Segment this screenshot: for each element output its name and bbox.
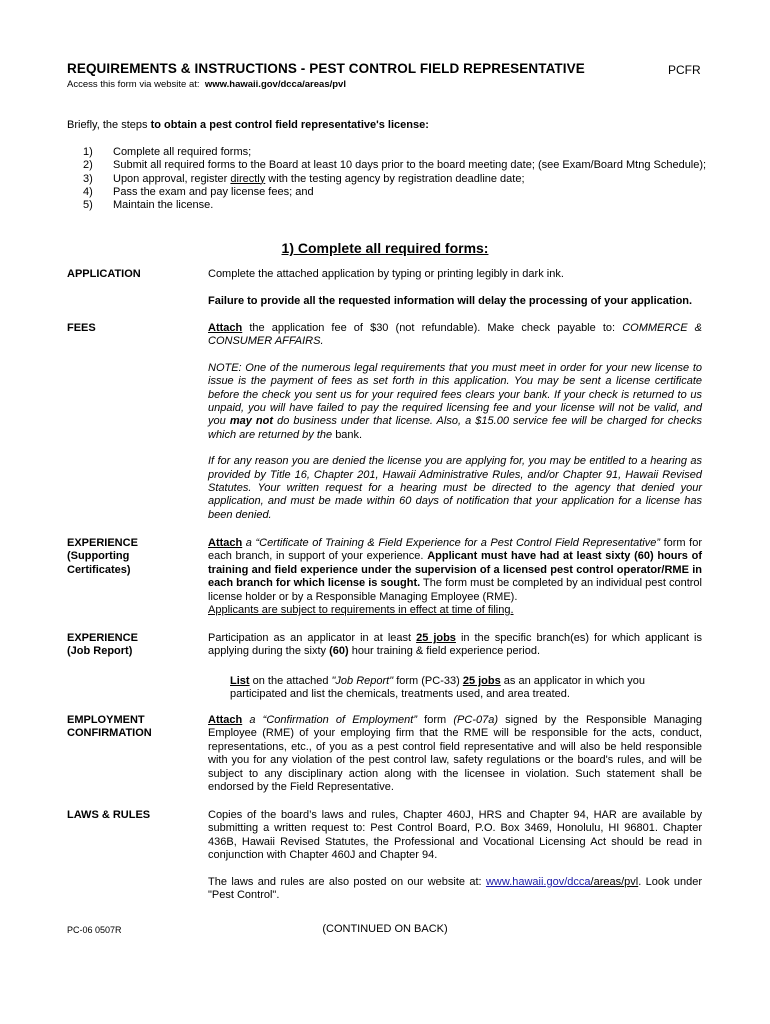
experience-job-label-1: EXPERIENCE xyxy=(67,632,138,644)
access-line xyxy=(67,79,346,90)
job-h: form (PC-33) xyxy=(393,675,463,687)
step-number: 4) xyxy=(83,185,93,198)
document-title: REQUIREMENTS & INSTRUCTIONS - PEST CONTROL FIELD REPRESENTATIVE xyxy=(67,61,585,76)
job-list-paragraph xyxy=(230,675,702,702)
fees-payee: COMMERCE & CONSUMER AFFAIRS. xyxy=(208,322,703,348)
experience-cert-requirement: Applicant must have had at least sixty (60) hours of training and field experience under the supervision of a licensed pest control operator/RME in each branch for which license is sought. xyxy=(208,550,702,590)
application-label: APPLICATION xyxy=(67,268,141,280)
employment-label xyxy=(67,714,152,741)
intro-line xyxy=(67,119,429,131)
employment-attach: Attach xyxy=(208,714,243,726)
step-text: Submit all required forms to the Board at least 10 days prior to the board meeting date; (see Exam/Board Mtng Schedule); xyxy=(113,159,707,172)
job-c: in the specific branch(es) for which applicant is applying during the sixty xyxy=(208,632,703,658)
list-item xyxy=(67,186,706,199)
experience-cert-label xyxy=(67,537,138,577)
employment-paragraph xyxy=(208,714,702,794)
intro-bold: to obtain a pest control field representative's license: xyxy=(150,119,429,131)
step-text: Maintain the license. xyxy=(113,199,214,212)
employment-text xyxy=(208,714,702,794)
laws-text xyxy=(208,809,702,902)
job-25-jobs: 25 jobs xyxy=(416,632,456,644)
laws-p2-a: The laws and rules are also posted on our website at: xyxy=(208,875,486,888)
step-number: 1) xyxy=(83,146,93,158)
experience-cert-label-3: Certificates) xyxy=(67,563,131,576)
experience-cert-attach: Attach xyxy=(208,537,243,549)
note-c: do business under that license. Also, a $15.00 service fee will be charged for checks which are returned by the xyxy=(208,415,702,441)
access-prefix: Access this form via website at: xyxy=(67,79,200,90)
employment-form: a “Confirmation of Employment” xyxy=(242,714,418,726)
experience-job-label-2: (Job Report) xyxy=(67,645,133,658)
experience-job-paragraph xyxy=(208,632,702,659)
footer-continued: (CONTINUED ON BACK) xyxy=(322,923,448,935)
experience-cert-form: a “Certificate of Training & Field Experience for a Pest Control Field Representative” xyxy=(242,537,661,549)
note-bank: bank. xyxy=(335,428,363,441)
section-heading: 1) Complete all required forms: xyxy=(281,240,489,256)
laws-website-path[interactable]: /areas/pvl xyxy=(590,875,639,888)
laws-website-link[interactable]: www.hawaii.gov/dcca xyxy=(485,875,591,888)
intro-prefix: Briefly, the steps xyxy=(67,119,151,131)
job-list-25: 25 jobs xyxy=(462,675,501,687)
laws-paragraph-1: Copies of the board’s laws and rules, Chapter 460J, HRS and Chapter 94, HAR are available by submitting a written request to: Pest Control Board, P.O. Box 3469, Honolulu, HI 96801. Chapter 436B, Hawaii Revised Statutes, the Professional and Vocational Licensing Act should be read in conjunction with Chapter 460J and Chapter 94. xyxy=(208,809,702,862)
laws-p2-b: . Look under "Pest Control". xyxy=(208,875,702,902)
fees-paragraph xyxy=(208,322,702,349)
job-report-form: "Job Report" xyxy=(331,675,394,687)
laws-label: LAWS & RULES xyxy=(67,809,151,821)
list-item xyxy=(67,199,706,212)
fees-hearing: If for any reason you are denied the license you are applying for, you may be entitled to a hearing as provided by Title 16, Chapter 201, Hawaii Administrative Rules, and/or Chapter 91, Hawaii Revised Statutes. Your written request for a hearing must be directed to the agency that denied your application, and must be made within 60 days of notification that your application for a license has been denied. xyxy=(208,455,702,521)
experience-cert-label-2: (Supporting xyxy=(67,550,130,563)
step-text: Pass the exam and pay license fees; and xyxy=(113,185,314,198)
laws-paragraph-2 xyxy=(208,876,702,903)
note-a: NOTE: One of the numerous legal requirements that you must meet in order for your new license to issue is the payment of fees as set forth in this application. You may be sent a license certificate before the check you sent us for your required fees clears your bank. If your check is returned to us unpaid, you will have failed to pay the required licensing fee and your license will not be valid, and you xyxy=(208,361,702,428)
steps-list xyxy=(67,146,706,212)
experience-cert-label-1: EXPERIENCE xyxy=(67,537,138,549)
list-item xyxy=(67,173,706,186)
list-item xyxy=(67,159,706,172)
employment-form-code: (PC-07a) xyxy=(453,714,498,726)
employment-label-2: CONFIRMATION xyxy=(67,727,152,740)
footer-form-code: PC-06 0507R xyxy=(67,925,122,935)
experience-cert-b: form for each branch, in support of your experience. xyxy=(208,537,702,563)
step-number: 2) xyxy=(83,159,93,172)
experience-cert-paragraph xyxy=(208,537,702,604)
application-text xyxy=(208,268,702,309)
employment-label-1: EMPLOYMENT xyxy=(67,714,145,726)
application-line2: Failure to provide all the requested information will delay the processing of your application. xyxy=(208,295,693,308)
job-report-list xyxy=(230,675,702,702)
fees-mid: the application fee of $30 (not refundable). Make check payable to: xyxy=(242,322,623,334)
application-line1: Complete the attached application by typing or printing legibly in dark ink. xyxy=(208,268,564,280)
job-a: Participation as an applicator in at least xyxy=(208,632,417,644)
fees-note xyxy=(208,362,702,442)
experience-job-text xyxy=(208,632,702,659)
step-text: Complete all required forms; xyxy=(113,146,252,158)
experience-cert-text xyxy=(208,537,702,617)
fees-text xyxy=(208,322,702,522)
step-number: 5) xyxy=(83,199,93,212)
access-url: www.hawaii.gov/dcca/areas/pvl xyxy=(204,79,346,90)
employment-b: form xyxy=(417,714,454,726)
experience-job-label xyxy=(67,632,138,659)
step-text-pre: Upon approval, register xyxy=(113,172,231,185)
step-text xyxy=(113,173,525,186)
experience-cert-d: The form must be completed by an individual pest control license holder or by a Responsible Managing Employee (RME). xyxy=(208,577,702,603)
fees-attach: Attach xyxy=(208,322,243,334)
note-may-not: may not xyxy=(229,415,274,428)
employment-d: signed by the Responsible Managing Employee (RME) of your employing firm that the RME will be responsible for the acts, conduct, representations, etc., of you as a pest control field representative and will also be held responsible with you for any violation of the pest control law, safety regulations or the board's rules, and will be subject to any disciplinary action along with the licensee in violation. Such statement shall be endorsed by the Field Representative. xyxy=(208,714,702,794)
job-60: (60) xyxy=(329,645,349,658)
job-f: on the attached xyxy=(249,675,332,687)
step-text-underline: directly xyxy=(230,172,266,185)
list-item xyxy=(67,146,706,159)
step-number: 3) xyxy=(83,172,93,185)
fees-label: FEES xyxy=(67,322,96,334)
step-text-post: with the testing agency by registration deadline date; xyxy=(265,172,525,185)
job-e: hour training & field experience period. xyxy=(348,645,541,658)
job-j: as an applicator in which you participated and list the chemicals, treatments used, and area treated. xyxy=(230,675,646,701)
job-list: List xyxy=(230,675,250,687)
experience-cert-filing: Applicants are subject to requirements in effect at time of filing. xyxy=(208,604,514,617)
form-code: PCFR xyxy=(668,63,701,77)
